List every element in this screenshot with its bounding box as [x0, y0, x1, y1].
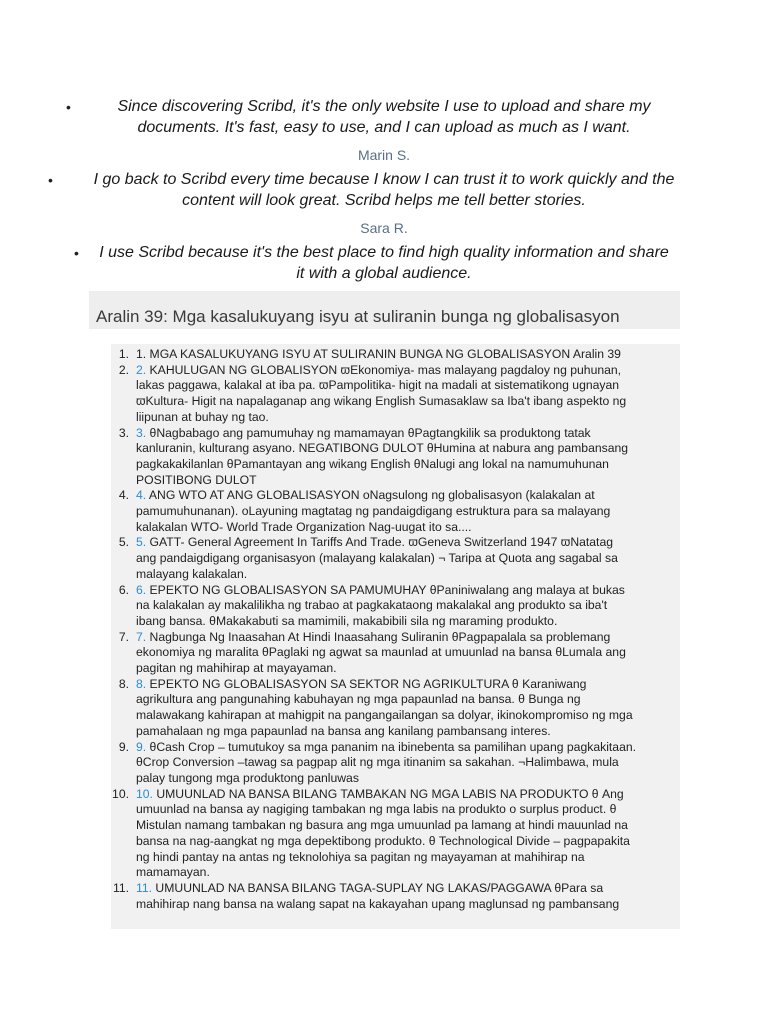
- testimonial-text: Since discovering Scribd, it's the only website I use to upload and share my documents. It's fast, easy to use, and I can upload as much as I want.: [117, 98, 651, 136]
- page-text: ANG WTO AT ANG GLOBALISASYON oNagsulong ng globalisasyon (kalakalan at pamumuhunanan). oLayuning magtatag ng pandaigdigang estruktura para sa malayang kalakalan WTO- World Trade Organization Nag-uugat ito sa....: [136, 488, 611, 534]
- page-link[interactable]: 2.: [136, 362, 147, 377]
- testimonial-quote: [74, 242, 674, 284]
- page-text: KAHULUGAN NG GLOBALISYON ϖEkonomiya- mas malayang pagdaloy ng puhunan, lakas paggawa, kalakal at iba pa. ϖPampolitika- higit na madali at sistematikong ugnayan ϖKultura- Higit na napalaganap ang wikang English Sumasaklaw sa Iba't ibang aspekto ng liipunan at buhay ng tao.: [136, 362, 627, 424]
- testimonials: [0, 92, 768, 310]
- page-item: [111, 787, 680, 881]
- page-number: 8.: [118, 676, 129, 691]
- page-number: 6.: [118, 582, 129, 597]
- page-item: [111, 740, 680, 787]
- page-item: [111, 630, 680, 677]
- document-title-bar: [89, 291, 680, 329]
- page-item: [111, 583, 680, 630]
- page-item: [111, 347, 680, 363]
- testimonial-author: Marin S.: [357, 147, 411, 163]
- page-number: 1.: [118, 347, 129, 361]
- page-number: 2.: [118, 362, 129, 377]
- page-item: [111, 881, 680, 912]
- page-link[interactable]: 5.: [136, 535, 147, 550]
- page-text: θNagbabago ang pamumuhay ng mamamayan θPagtangkilik sa produktong tatak kanluranin, kulturang asyano. NEGATIBONG DULOT θHumina at nabura ang pambansang pagkakakilanlan θPamantayan ang wikang English θNalugi ang lokal na namumuhunan POSITIBONG DULOT: [136, 425, 629, 487]
- page-link[interactable]: 7.: [136, 629, 147, 644]
- pages-list: [111, 344, 680, 912]
- page-text: GATT- General Agreement In Tariffs And Trade. ϖGeneva Switzerland 1947 ϖNatatag ang pandaigdigang organisasyon (malayang kalakalan) ¬ Taripa at Quota ang sagabal sa malayang kalakalan.: [136, 535, 618, 581]
- page-text: EPEKTO NG GLOBALISASYON SA SEKTOR NG AGRIKULTURA θ Karaniwang agrikultura ang pangunahing kabuhayan ng mga papaunlad na bansa. θ Bunga ng malawakang kahirapan at mahigpit na pangangailangan sa dolyar, ikinokompromiso ng mga pamahalaan ng mga papaunlad na bansa ang kanilang pambansang interes.: [136, 676, 633, 738]
- bullet-marker: •: [74, 245, 79, 261]
- bullet-marker: •: [66, 99, 71, 115]
- page-text: Nagbunga Ng Inaasahan At Hindi Inaasahang Suliranin θPagpapalala sa problemang ekonomiya ng maralita θPaglaki ng agwat sa maunlad at umuunlad na bansa θLumala ang pagitan ng mahihirap at mayayaman.: [136, 629, 626, 676]
- testimonial-text: I use Scribd because it's the best place to find high quality information and share it with a global audience.: [99, 244, 669, 282]
- page-text: θCash Crop – tumutukoy sa mga pananim na ibinebenta sa pamilihan upang pagkakitaan. θCrop Conversion –tawag sa pagpap alit ng mga itinanim sa sakahan. ¬Halimbawa, mula palay tungong mga produktong panluwas: [136, 739, 637, 785]
- page-number: 4.: [118, 488, 129, 503]
- bullet-marker: •: [48, 172, 53, 188]
- page-link[interactable]: 6.: [136, 582, 147, 597]
- document-title: Aralin 39: Mga kasalukuyang isyu at suliranin bunga ng globalisasyon: [96, 307, 620, 326]
- page-link[interactable]: 10.: [136, 786, 153, 801]
- page-item: [111, 677, 680, 740]
- page-number: 9.: [118, 739, 129, 754]
- page-item: [111, 363, 680, 426]
- page-text: UMUUNLAD NA BANSA BILANG TAGA-SUPLAY NG LAKAS/PAGGAWA θPara sa mahihirap nang bansa na walang sapat na kakayahan upang maglunsad ng pambansang: [136, 880, 620, 911]
- page-item: [111, 535, 680, 582]
- testimonial-quote: [66, 96, 679, 138]
- page-text: EPEKTO NG GLOBALISASYON SA PAMUMUHAY θPaniniwalang ang malaya at bukas na kalakalan ay makalilikha ng trabao at pagkakataong makalakal ang produkto sa iba't ibang bansa. θMakakabuti sa mamimili, makabibili sila ng maraming produkto.: [136, 582, 625, 628]
- page-item: [111, 426, 680, 489]
- page-number: 7.: [118, 629, 129, 644]
- page-number: 5.: [118, 535, 129, 550]
- testimonial-text: I go back to Scribd every time because I know I can trust it to work quickly and the content will look great. Scribd helps me tell better stories.: [93, 171, 675, 209]
- page-item: [111, 488, 680, 535]
- page-text: UMUUNLAD NA BANSA BILANG TAMBAKAN NG MGA LABIS NA PRODUKTO θ Ang umuunlad na bansa ay nagiging tambakan ng mga labis na produkto o surplus product. θ Mistulan namang tambakan ng basura ang mga umuunlad pa lamang at hindi mauunlad na bansa na nag-aangkat ng mga depektibong produkto. θ Technological Divide – pagpapakita ng hindi pantay na antas ng teknolohiya sa pagitan ng mayayaman at mahihirap na mamamayan.: [136, 786, 630, 880]
- testimonial-quote: [48, 169, 689, 211]
- page-link[interactable]: 8.: [136, 676, 147, 691]
- page-link[interactable]: 4.: [136, 488, 147, 503]
- page-number: 10.: [112, 786, 129, 801]
- page-link[interactable]: 9.: [136, 739, 147, 754]
- testimonial-author: Sara R.: [360, 220, 408, 236]
- page-number: 3.: [118, 425, 129, 440]
- page-number: 11.: [112, 880, 129, 895]
- document-pages-list: [111, 344, 680, 929]
- page-text: 1. MGA KASALUKUYANG ISYU AT SULIRANIN BUNGA NG GLOBALISASYON Aralin 39: [136, 347, 621, 361]
- page-link[interactable]: 11.: [136, 880, 153, 895]
- page-link[interactable]: 3.: [136, 425, 147, 440]
